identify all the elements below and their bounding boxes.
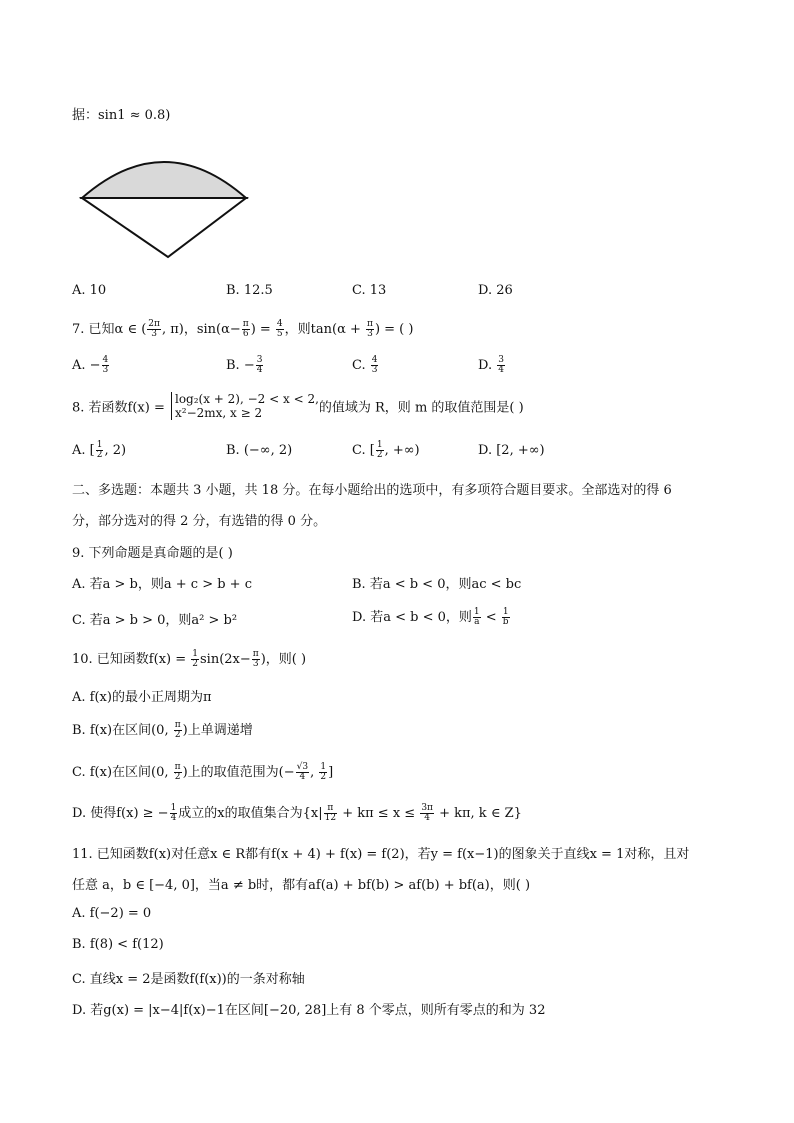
q9-option-a: A. 若a > b，则a + c > b + c [72,577,252,592]
q8-option-b: B. (−∞, 2) [226,443,293,458]
section2-heading-line1: 二、多选题：本题共 3 小题，共 18 分。在每小题给出的选项中，有多项符合题目要求。全部选对的得 6 [72,483,672,498]
q8-option-c: C. [ $\frac{1}{2}$ , +∞) [352,440,420,460]
q9-option-c: C. 若a > b > 0，则a² > b² [72,613,238,628]
triangle-part [82,198,246,257]
q9-stem: 9. 下列命题是真命题的是( ) [72,546,233,561]
q9-option-b: B. 若a < b < 0，则ac < bc [352,577,522,592]
q11-option-d: D. 若g(x) = |x−4|f(x)−1在区间[−20, 28]上有 8 个零点，则所有零点的和为 32 [72,1003,546,1018]
q10-option-c: C. f(x)在区间(0, $\frac{\pi}{2}$ )上的取值范围为(− $\frac{√3}{4}$ , $\frac{1}{2}$ ] [72,762,334,782]
shaded-segment [82,162,246,198]
q7-option-d: D. $\frac{3}{4}$ [478,355,504,375]
q6-option-b: B. 12.5 [226,283,273,298]
intro-text: 据：sin1 ≈ 0.8) [72,108,171,123]
q10-option-a: A. f(x)的最小正周期为π [72,690,212,705]
q7-stem: 7. 已知α ∈ ( $\frac{2\pi}{3}$ , π)，sin(α− $\frac{\pi}{6}$ ) = $\frac{4}{5}$ ，则tan(α + $\frac{\pi}{3}$ ) = ( ) [72,319,414,339]
q10-option-d: D. 使得f(x) ≥ − $\frac{1}{4}$ 成立的x的取值集合为{x| $\frac{\pi}{12}$ + kπ ≤ x ≤ $\frac{3\pi}{4}$ + kπ, k ∈ Z} [72,803,522,823]
q7-option-a: A. − $\frac{4}{3}$ [72,355,109,375]
q11-option-a: A. f(−2) = 0 [72,906,152,921]
section2-heading-line2: 分，部分选对的得 2 分，有选错的得 0 分。 [72,514,327,529]
q11-stem-line1: 11. 已知函数f(x)对任意x ∈ R都有f(x + 4) + f(x) = f(2)，若y = f(x−1)的图象关于直线x = 1对称，且对 [72,847,690,862]
q6-option-c: C. 13 [352,283,387,298]
q6-option-a: A. 10 [72,283,107,298]
q11-option-c: C. 直线x = 2是函数f(f(x))的一条对称轴 [72,972,305,987]
q8-stem: 8. 若函数f(x) = log₂(x + 2), −2 < x < 2, x²−2mx, x ≥ 2 的值域为 R，则 m 的取值范围是( ) [72,392,524,420]
q10-stem: 10. 已知函数f(x) = $\frac{1}{2}$ sin(2x− $\frac{\pi}{3}$ )，则( ) [72,649,307,669]
sector-figure [76,148,256,264]
q8-option-d: D. [2, +∞) [478,443,545,458]
q8-option-a: A. [ $\frac{1}{2}$ , 2) [72,440,127,460]
q7-option-c: C. $\frac{4}{3}$ [352,355,378,375]
q7-option-b: B. − $\frac{3}{4}$ [226,355,263,375]
piecewise-brace: log₂(x + 2), −2 < x < 2, x²−2mx, x ≥ 2 [171,392,319,420]
q11-stem-line2: 任意 a，b ∈ [−4, 0]，当a ≠ b时，都有af(a) + bf(b) > af(b) + bf(a)，则( ) [72,878,531,893]
q10-option-b: B. f(x)在区间(0, $\frac{\pi}{2}$ )上单调递增 [72,720,253,740]
q9-option-d: D. 若a < b < 0，则 $\frac{1}{a}$ < $\frac{1}{b}$ [352,607,509,627]
q11-option-b: B. f(8) < f(12) [72,937,164,952]
q6-option-d: D. 26 [478,283,513,298]
intro-note [72,104,170,123]
